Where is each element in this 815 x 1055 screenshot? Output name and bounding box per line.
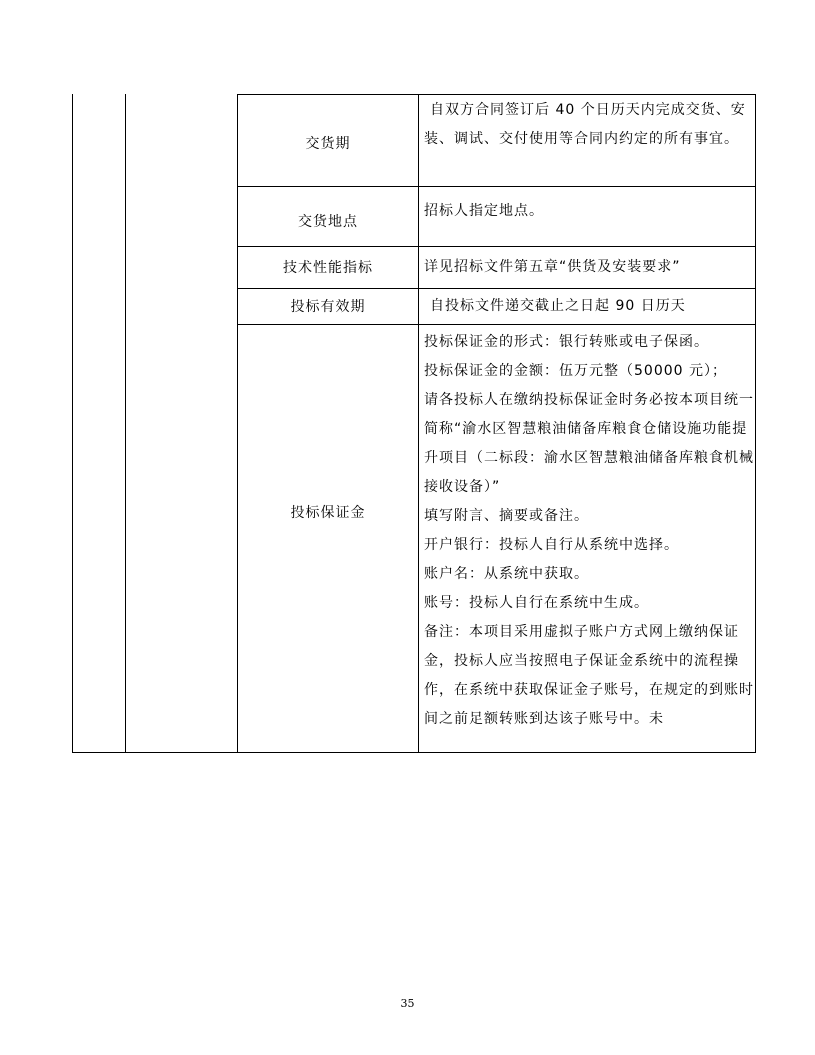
- row-label-delivery-period: 交货期: [305, 136, 351, 152]
- content-paragraph: 详见招标文件第五章“供货及安装要求”: [424, 259, 681, 275]
- row-content-bid-bond: [424, 328, 756, 734]
- table-column-divider: [125, 94, 126, 753]
- row-label-delivery-location: 交货地点: [298, 214, 358, 230]
- content-paragraph: 备注：本项目采用虚拟子账户方式网上缴纳保证金，投标人应当按照电子保证金系统中的流程操作，在系统中获取保证金子账号，在规定的到账时间之前足额转账到达该子账号中。未: [424, 624, 754, 727]
- table-row-divider: [237, 246, 756, 247]
- content-paragraph: 填写附言、摘要或备注。: [424, 508, 589, 524]
- content-paragraph: 招标人指定地点。: [424, 203, 544, 219]
- table-border-left: [72, 94, 73, 753]
- content-paragraph: 请各投标人在缴纳投标保证金时务必按本项目统一简称“渝水区智慧粮油储备库粮食仓储设施功能提升项目（二标段：渝水区智慧粮油储备库粮食机械接收设备）”: [424, 392, 754, 495]
- table-column-divider: [418, 94, 419, 753]
- content-paragraph: 自双方合同签订后 40 个日历天内完成交货、安装、调试、交付使用等合同内约定的所有事宜。: [424, 102, 746, 147]
- table-row-divider: [237, 186, 756, 187]
- table-row-divider: [237, 288, 756, 289]
- table-column-divider: [237, 94, 238, 753]
- row-content-delivery-location: [424, 197, 756, 226]
- row-label-bid-bond: 投标保证金: [290, 505, 366, 521]
- content-paragraph: 账号：投标人自行在系统中生成。: [424, 595, 649, 611]
- table-row-divider: [237, 324, 756, 325]
- content-paragraph: 投标保证金的形式：银行转账或电子保函。: [424, 334, 709, 350]
- row-label-bid-validity: 投标有效期: [290, 299, 366, 315]
- row-content-technical-specs: [424, 253, 756, 282]
- row-label-technical-specs: 技术性能指标: [283, 260, 373, 276]
- table-border-top: [237, 94, 756, 95]
- page-number: 35: [400, 997, 415, 1010]
- content-paragraph: 账户名：从系统中获取。: [424, 566, 589, 582]
- row-content-delivery-period: [424, 96, 756, 154]
- content-paragraph: 投标保证金的金额：伍万元整（50000 元）；: [424, 363, 727, 379]
- content-paragraph: 自投标文件递交截止之日起 90 日历天: [430, 298, 686, 314]
- table-border-bottom: [72, 752, 756, 753]
- content-paragraph: 开户银行：投标人自行从系统中选择。: [424, 537, 679, 553]
- row-content-bid-validity: [424, 292, 756, 321]
